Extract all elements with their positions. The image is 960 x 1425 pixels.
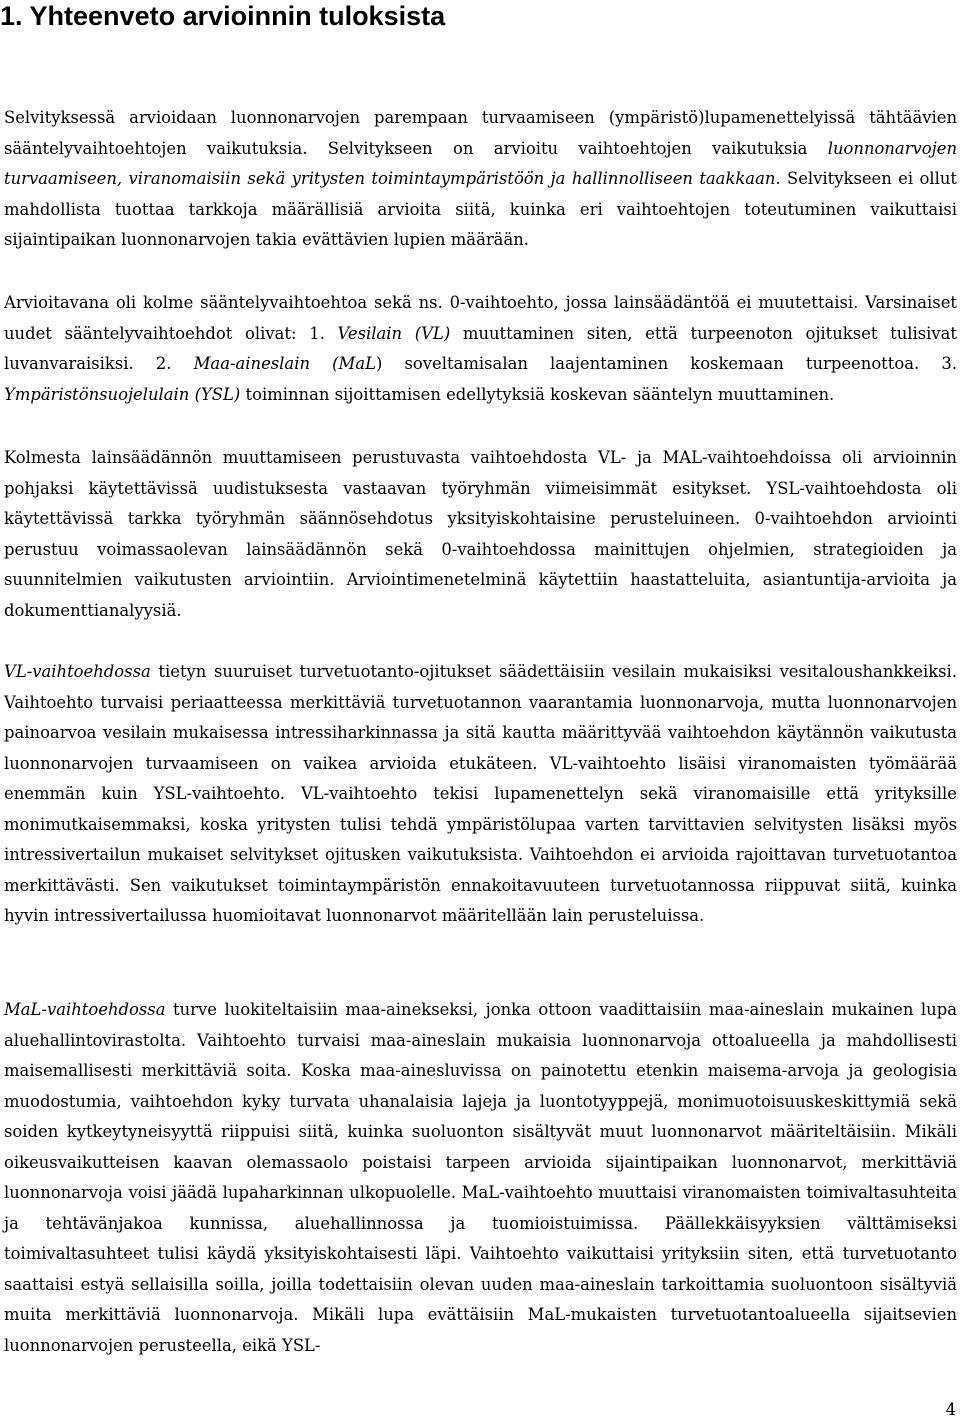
paragraph-emphasis: luonnonarvojen turvaamiseen, viranomaisiin sekä yritysten toimintaympäristöön ja hallinnolliseen taakkaan: [4, 138, 957, 188]
paragraph-text: toiminnan sijoittamisen edellytyksiä koskevan sääntelyn muuttaminen.: [240, 384, 835, 404]
paragraph-alternatives: [4, 288, 957, 410]
paragraph-emphasis: Maa-aineslain (MaL: [193, 354, 376, 373]
paragraph-emphasis: VL-vaihtoehdossa: [4, 662, 151, 681]
paragraph-emphasis: Vesilain (VL): [337, 323, 451, 343]
section-heading: 1. Yhteenveto arvioinnin tuloksista: [0, 1, 446, 31]
paragraph-text: muuttaminen siten, että turpeenoton ojitukset tulisivat luvanvaraisiksi. 2.: [4, 323, 958, 373]
paragraph-intro: [4, 103, 957, 256]
paragraph-text: Selvityksessä arvioidaan luonnonarvojen parempaan turvaamiseen (ympäristö)lupamenettelyissä tähtäävien sääntelyvaihtoehtojen vaikutuksia. Selvitykseen on arvioitu vaihtoehtojen vaikutuksia: [4, 108, 957, 158]
paragraph-mal-option: [4, 995, 957, 1361]
paragraph-emphasis: MaL-vaihtoehdossa: [4, 1000, 166, 1019]
paragraph-text: turve luokiteltaisiin maa-ainekseksi, jonka ottoon vaadittaisiin maa-aineslain mukainen lupa aluehallintovirastolta. Vaihtoehto turvaisi maa-aineslain mukaisia luonnonarvoja ottoalueella ja mahdollisesti maisemallisesti merkittäviä soita. Koska maa-ainesluvissa on painotettu etenkin maisema-arvoja ja geologisia muodostumia, vaihtoehdon kyky turvata uhanalaisia lajeja ja luontotyyppejä, monimuotoisuuskeskittymiä sekä soiden kytkeytyneisyyttä riippuisi siitä, kuinka suoluonton sisältyvät muut luonnonarvot määriteltäisiin. Mikäli oikeusvaikutteisen kaavan olemassaolo poistaisi tarpeen arvioida sijaintipaikan luonnonarvot, merkittäviä luonnonarvoja voisi jäädä lupaharkinnan ulkopuolelle. MaL-vaihtoehto muuttaisi viranomaisten toimivaltasuhteita ja tehtävänjakoa kunnissa, aluehallinnossa ja tuomioistuimissa. Päällekkäisyyksien välttämiseksi toimivaltasuhteet tulisi käydä yksityiskohtaisesti läpi. Vaihtoehto vaikuttaisi yrityksiin siten, että turvetuotanto saattaisi estyä sellaisilla soilla, joilla todettaisiin olevan uuden maa-aineslain tarkoittamia suoluontoon sisältyviä muita merkittäviä luonnonarvoja. Mikäli lupa evättäisiin MaL-mukaisten turvetuotantoalueella sijaitsevien luonnonarvojen perusteella, eikä YSL-: [4, 1000, 957, 1355]
paragraph-vl-option: [4, 657, 957, 932]
paragraph-text: ) soveltamisalan laajentaminen koskemaan turpeenottoa. 3.: [375, 354, 957, 373]
paragraph-methods: [4, 443, 957, 626]
page-number: 4: [945, 1400, 956, 1419]
paragraph-text: tietyn suuruiset turvetuotanto-ojitukset säädettäisiin vesilain mukaisiksi vesitaloushankkeiksi. Vaihtoehto turvaisi periaatteessa merkittäviä turvetuotannon vaarantamia luonnonarvoja, mutta luonnonarvojen painoarvoa vesilain mukaisessa intressiharkinnassa ja sitä kautta määrittyvää vaihtoehdon käytännön vaikutusta luonnonarvojen turvaamiseen on vaikea arvioida etukäteen. VL-vaihtoehto lisäisi viranomaisten työmäärää enemmän kuin YSL-vaihtoehto. VL-vaihtoehto tekisi lupamenettelyn sekä viranomaisille että yrityksille monimutkaisemmaksi, koska yritysten tulisi tehdä ympäristölupaa varten tarvittavien selvitysten lisäksi myös intressivertailun mukaiset selvitykset ojitusken vaikutuksista. Vaihtoehdon ei arvioida rajoittavan turvetuotantoa merkittävästi. Sen vaikutukset toimintaympäristön ennakoitavuuteen turvetuotannossa riippuvat siitä, kuinka hyvin intressivertailussa huomioitavat luonnonarvot määritellään lain perusteluissa.: [4, 662, 957, 925]
paragraph-text: Arvioitavana oli kolme sääntelyvaihtoehtoa sekä ns. 0-vaihtoehto, jossa lainsäädäntöä ei muutettaisi. Varsinaiset uudet sääntelyvaihtoehdot olivat: 1.: [4, 293, 957, 343]
paragraph-emphasis: Ympäristönsuojelulain (YSL): [4, 384, 241, 404]
paragraph-text: . Selvitykseen ei ollut mahdollista tuottaa tarkkoja määrällisiä arvioita siitä, kuinka eri vaihtoehtojen toteutuminen vaikuttaisi sijaintipaikan luonnonarvojen takia evättävien lupien määrään.: [4, 169, 957, 249]
paragraph-text: Kolmesta lainsäädännön muuttamiseen perustuvasta vaihtoehdosta VL- ja MAL-vaihtoehdoissa oli arvioinnin pohjaksi käytettävissä uudistuksesta vastaavan työryhmän viimeisimmät esitykset. YSL-vaihtoehdosta oli käytettävissä tarkka työryhmän säännösehdotus yksityiskohtaisine perusteluineen. 0-vaihtoehdon arviointi perustuu voimassaolevan lainsäädännön sekä 0-vaihtoehdossa mainittujen ohjelmien, strategioiden ja suunnitelmien vaikutusten arviointiin. Arviointimenetelminä käytettiin haastatteluita, asiantuntija-arvioita ja dokumenttianalyysiä.: [4, 448, 957, 620]
